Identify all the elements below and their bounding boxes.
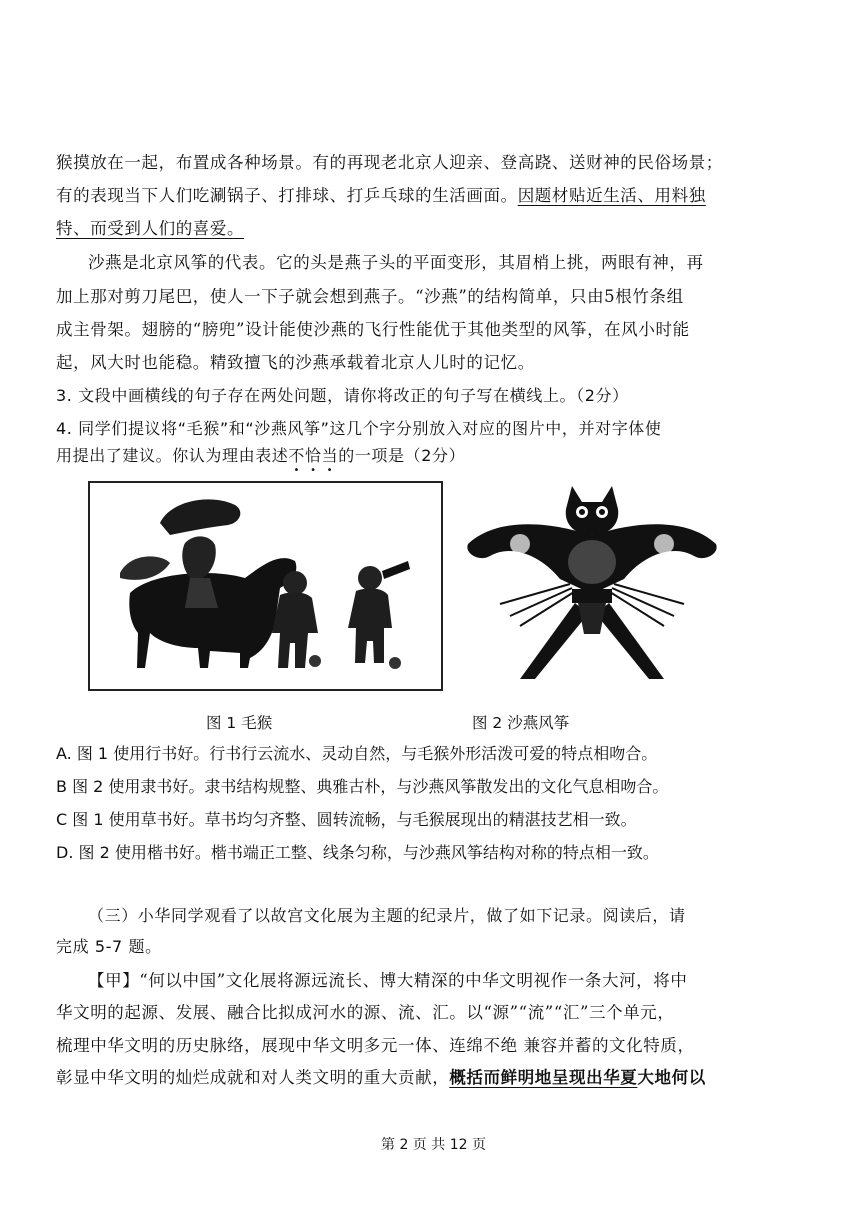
q4-text: 用提出了建议。你认为理由表述 bbox=[56, 446, 289, 465]
figure-1-caption: 图 1 毛猴 bbox=[206, 714, 273, 732]
option-c: C 图 1 使用草书好。草书均匀齐整、圆转流畅，与毛猴展现出的精湛技艺相一致。 bbox=[56, 810, 637, 829]
passage-text: 彰显中华文明的灿烂成就和对人类文明的重大贡献， bbox=[56, 1068, 450, 1087]
passage-line bbox=[56, 186, 706, 206]
passage-jia bbox=[56, 1068, 706, 1088]
figure-1-maohou bbox=[88, 481, 443, 691]
passage-line: 沙燕是北京风筝的代表。它的头是燕子头的平面变形，其眉梢上挑，两眼有神，再 bbox=[88, 253, 704, 272]
passage-line: 起，风大时也能稳。精致擅飞的沙燕承载着北京人儿时的记忆。 bbox=[56, 353, 535, 372]
section-3-intro: （三）小华同学观看了以故宫文化展为主题的纪录片，做了如下记录。阅读后，请 bbox=[88, 906, 686, 925]
emphasis-char: 不 bbox=[288, 446, 306, 465]
option-a: A. 图 1 使用行书好。行书行云流水、灵动自然，与毛猴外形活泼可爱的特点相吻合。 bbox=[56, 744, 658, 763]
emphasis-char: 恰 bbox=[305, 446, 322, 465]
emphasis-char: 当 bbox=[321, 446, 339, 465]
passage-line: 猴摸放在一起，布置成各种场景。有的再现老北京人迎亲、登高跷、送财神的民俗场景； bbox=[56, 153, 723, 172]
passage-line: 成主骨架。翅膀的“膀兜”设计能使沙燕的飞行性能优于其他类型的风筝，在风小时能 bbox=[56, 320, 690, 339]
option-d: D. 图 2 使用楷书好。楷书端正工整、线条匀称，与沙燕风筝结构对称的特点相一致。 bbox=[56, 843, 659, 862]
underlined-sentence: 因题材贴近生活、用料独 bbox=[517, 186, 706, 205]
figure-2-caption: 图 2 沙燕风筝 bbox=[472, 714, 570, 732]
section-3-intro: 完成 5-7 题。 bbox=[56, 937, 162, 956]
passage-text: 大地何以 bbox=[637, 1068, 706, 1087]
question-4-cont bbox=[56, 446, 465, 466]
question-3: 3. 文段中画横线的句子存在两处问题，请你将改正的句子写在横线上。（2分） bbox=[56, 386, 629, 405]
passage-jia: 梳理中华文明的历史脉络，展现中华文明多元一体、连绵不绝 兼容并蓄的文化特质， bbox=[56, 1036, 695, 1055]
figure-2-shayan-kite bbox=[460, 484, 724, 684]
page-footer: 第 2 页 共 12 页 bbox=[381, 1137, 486, 1153]
passage-line: 加上那对剪刀尾巴，使人一下子就会想到燕子。“沙燕”的结构简单，只由5根竹条组 bbox=[56, 287, 684, 306]
passage-jia: 华文明的起源、发展、融合比拟成河水的源、流、汇。以“源”“流”“汇”三个单元， bbox=[56, 1003, 675, 1022]
passage-jia: 【甲】“何以中国”文化展将源远流长、博大精深的中华文明视作一条大河，将中 bbox=[88, 971, 688, 990]
maohou-illustration bbox=[90, 483, 441, 689]
kite-illustration bbox=[460, 484, 724, 684]
q4-text: 的一项是（2分） bbox=[338, 446, 466, 465]
underlined-sentence: 概括而鲜明地呈现出华夏 bbox=[449, 1068, 638, 1087]
option-b: B 图 2 使用隶书好。隶书结构规整、典雅古朴，与沙燕风筝散发出的文化气息相吻合。 bbox=[56, 777, 669, 796]
passage-text: 有的表现当下人们吃涮锅子、打排球、打乒乓球的生活画面。 bbox=[56, 186, 518, 205]
underlined-sentence: 特、而受到人们的喜爱。 bbox=[56, 219, 245, 238]
question-4: 4. 同学们提议将“毛猴”和“沙燕风筝”这几个字分别放入对应的图片中，并对字体使 bbox=[56, 419, 662, 438]
